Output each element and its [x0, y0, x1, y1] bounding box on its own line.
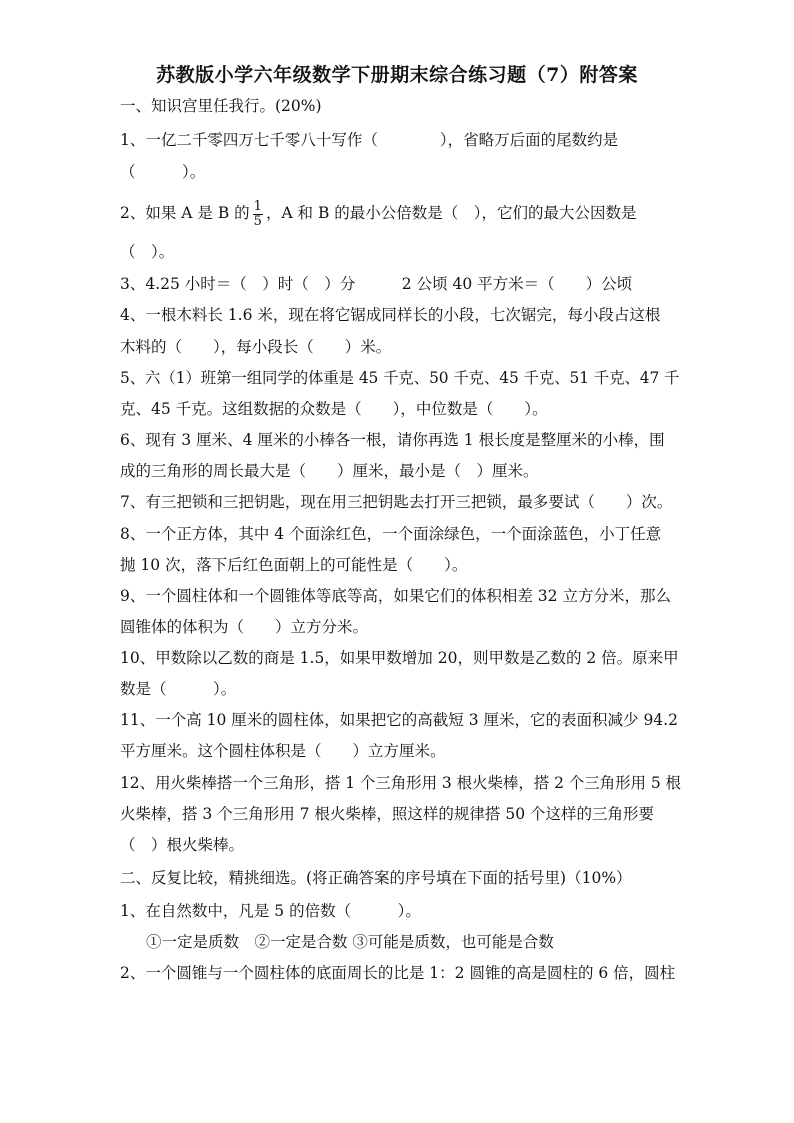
question-8-line-2: 抛 10 次，落下后红色面朝上的可能性是（ ）。: [120, 556, 468, 574]
question-2-line-2: （ ）。: [120, 243, 175, 261]
question-4-line-2: 木料的（ ），每小段长（ ）米。: [120, 338, 392, 356]
question-12-line-2: 火柴棒，搭 3 个三角形用 7 根火柴棒，照这样的规律搭 50 个这样的三角形要: [120, 805, 655, 823]
question-10-line-2: 数是（ ）。: [120, 680, 237, 698]
question-7: 7、有三把锁和三把钥匙，现在用三把钥匙去打开三把锁，最多要试（ ）次。: [120, 493, 673, 511]
question-6-line-2: 成的三角形的周长最大是（ ）厘米，最小是（ ）厘米。: [120, 462, 539, 480]
question-5-line-2: 克、45 千克。这组数据的众数是（ ），中位数是（ ）。: [120, 400, 548, 418]
question-12-line-3: （ ）根火柴棒。: [120, 836, 245, 854]
question-4-line-1: 4、一根木料长 1.6 米，现在将它锯成同样长的小段，七次锯完，每小段占这根: [120, 306, 661, 324]
question-8-line-1: 8、一个正方体，其中 4 个面涂红色，一个面涂绿色，一个面涂蓝色，小丁任意: [120, 525, 662, 543]
question-11-line-1: 11、一个高 10 厘米的圆柱体，如果把它的高截短 3 厘米，它的表面积减少 94.2: [120, 711, 678, 729]
page-title: 苏教版小学六年级数学下册期末综合练习题（7）附答案: [156, 64, 638, 86]
question-12-line-1: 12、用火柴棒搭一个三角形，搭 1 个三角形用 3 根火柴棒，搭 2 个三角形用 5 根: [120, 774, 681, 792]
question-10-line-1: 10、甲数除以乙数的商是 1.5，如果甲数增加 20，则甲数是乙数的 2 倍。原来甲: [120, 649, 679, 667]
fraction-numerator: 1: [253, 198, 262, 214]
question-9-line-2: 圆锥体的体积为（ ）立方分米。: [120, 618, 369, 636]
question-1-line-1: 1、一亿二千零四万七千零八十写作（ ），省略万后面的尾数约是: [120, 131, 619, 149]
question-2-line-1: [120, 198, 680, 228]
question-9-line-1: 9、一个圆柱体和一个圆锥体等底等高，如果它们的体积相差 32 立方分米，那么: [120, 587, 671, 605]
mc-question-1-options: ①一定是质数 ②一定是合数 ③可能是质数，也可能是合数: [146, 933, 554, 951]
fraction-denominator: 5: [253, 213, 262, 229]
question-11-line-2: 平方厘米。这个圆柱体积是（ ）立方厘米。: [120, 742, 446, 760]
question-5-line-1: 5、六（1）班第一组同学的体重是 45 千克、50 千克、45 千克、51 千克、47 千: [120, 369, 680, 387]
question-2-prefix: 2、如果 A 是 B 的: [120, 204, 250, 222]
section2-heading: 二、反复比较，精挑细选。(将正确答案的序号填在下面的括号里)（10%）: [120, 869, 632, 887]
mc-question-1: 1、在自然数中，凡是 5 的倍数（ ）。: [120, 902, 421, 920]
fraction-one-fifth: [253, 200, 263, 229]
mc-question-2-line-1: 2、一个圆锥与一个圆柱体的底面周长的比是 1：2 圆锥的高是圆柱的 6 倍，圆柱: [120, 964, 676, 982]
question-2-suffix: ，A 和 B 的最小公倍数是（ ），它们的最大公因数是: [265, 204, 637, 222]
question-1-line-2: （ ）。: [120, 163, 206, 181]
question-3: 3、4.25 小时＝（ ）时（ ）分 2 公顷 40 平方米＝（ ）公顷: [120, 275, 633, 293]
question-6-line-1: 6、现有 3 厘米、4 厘米的小棒各一根，请你再选 1 根长度是整厘米的小棒，围: [120, 431, 665, 449]
section1-heading: 一、知识宫里任我行。(20%): [120, 97, 322, 115]
